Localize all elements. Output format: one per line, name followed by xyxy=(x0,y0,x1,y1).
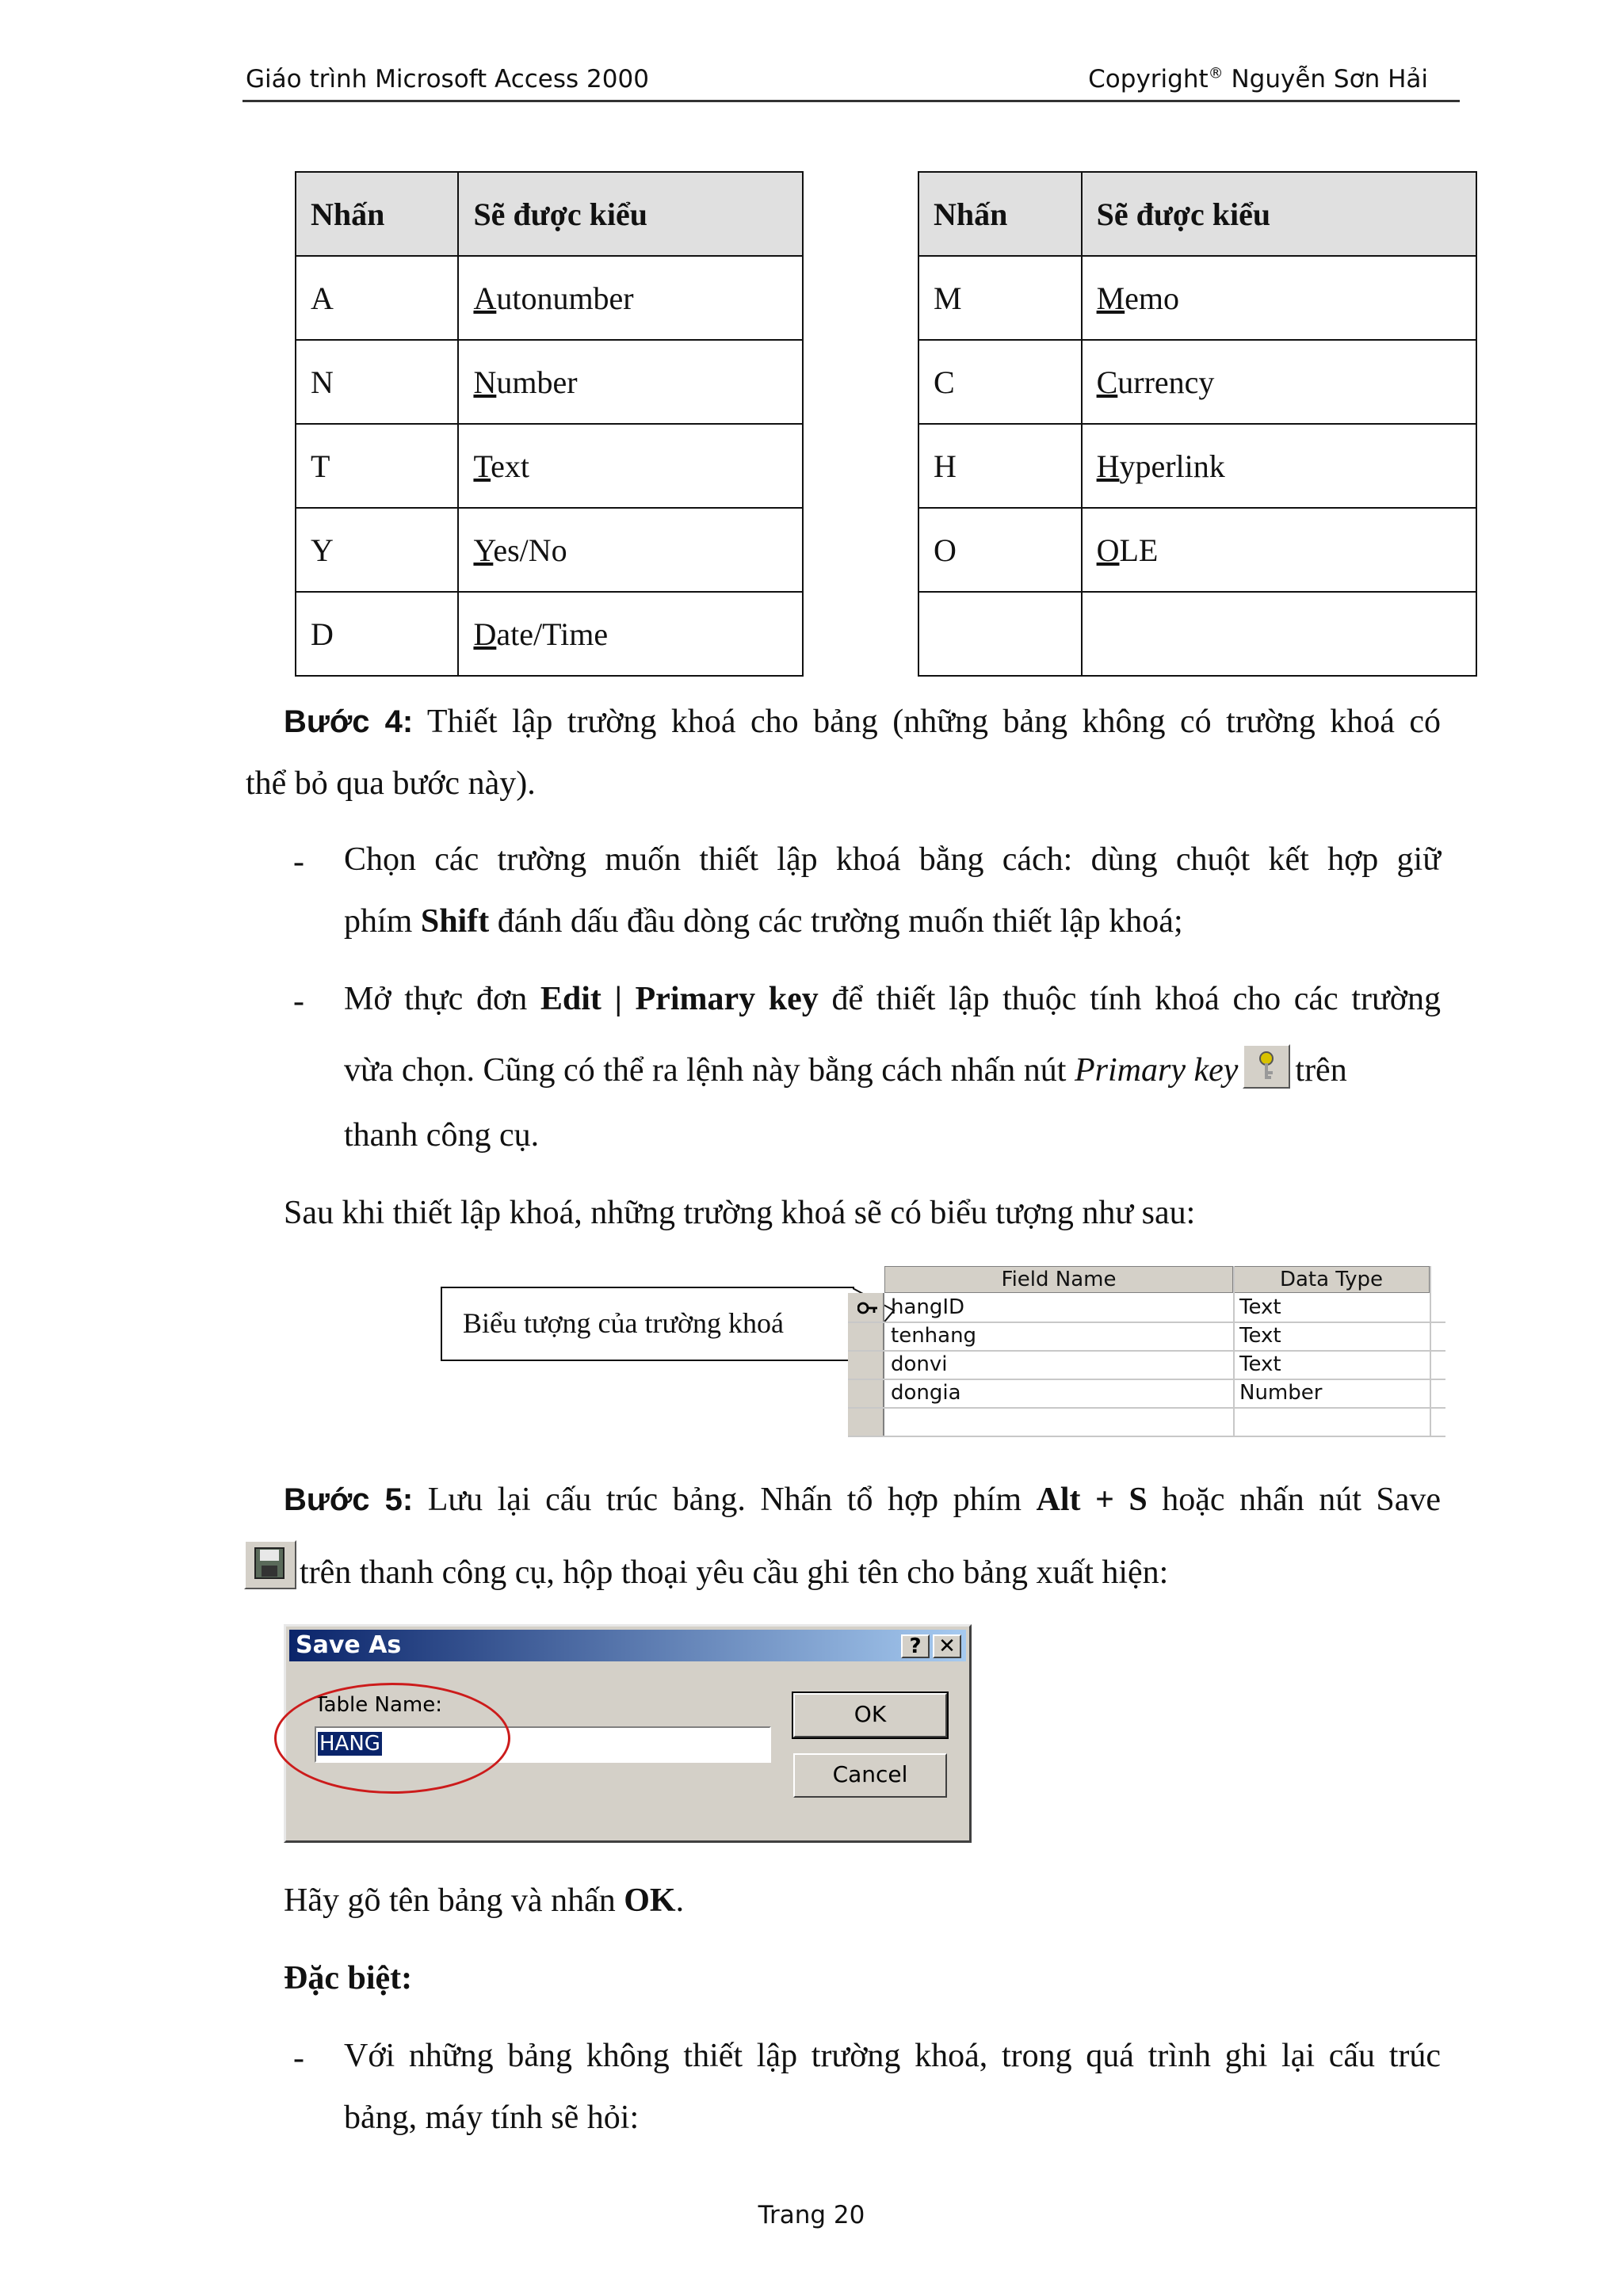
bullet-dash: - xyxy=(293,844,304,880)
column-header-type: Sẽ được kiểu xyxy=(1082,172,1476,256)
grid-line xyxy=(1430,1266,1431,1437)
header-rule xyxy=(242,100,1460,102)
type-cell xyxy=(458,592,803,676)
table-row xyxy=(296,592,803,676)
table-row xyxy=(296,424,803,508)
hotkey-letter: T xyxy=(473,448,491,484)
type-name-rest: yperlink xyxy=(1119,448,1225,484)
page-number: Trang 20 xyxy=(758,2201,865,2229)
key-cell: C xyxy=(918,340,1082,424)
table-design-grid xyxy=(848,1264,1445,1440)
data-type-cell: Text xyxy=(1239,1295,1281,1319)
primary-key-icon xyxy=(857,1298,878,1318)
hotkey-letter: M xyxy=(1096,280,1125,316)
key-cell xyxy=(918,592,1082,676)
type-cell xyxy=(458,508,803,592)
type-name-rest: emo xyxy=(1125,280,1180,316)
type-cell xyxy=(1082,592,1476,676)
shortcut-table-left xyxy=(295,171,804,677)
table-row xyxy=(918,508,1476,592)
dialog-title: Save As xyxy=(296,1631,402,1659)
type-name-rest: urrency xyxy=(1117,364,1215,400)
special-bullet-line1: Với những bảng không thiết lập trường khoá, trong quá trình ghi lại cấu trúc xyxy=(344,2038,1441,2074)
bullet2-line1 xyxy=(344,968,1441,1030)
primary-key-label: Primary key xyxy=(1074,1052,1239,1089)
type-cell xyxy=(1082,508,1476,592)
shortcut-table-right xyxy=(918,171,1477,677)
table-header-row xyxy=(918,172,1476,256)
key-cell: Y xyxy=(296,508,458,592)
table-header-row xyxy=(296,172,803,256)
save-button[interactable] xyxy=(244,1540,296,1589)
bullet1-line1: Chọn các trường muốn thiết lập khoá bằng cách: dùng chuột kết hợp giữ xyxy=(344,841,1441,878)
data-type-header: Data Type xyxy=(1233,1266,1430,1293)
table-row xyxy=(918,256,1476,340)
type-name-rest: es/No xyxy=(493,532,567,568)
key-cell: H xyxy=(918,424,1082,508)
type-cell xyxy=(458,340,803,424)
key-icon xyxy=(1255,1051,1277,1082)
table-row xyxy=(918,592,1476,676)
hotkey-letter: C xyxy=(1096,364,1118,400)
hotkey-letter: Y xyxy=(473,532,494,568)
key-cell: T xyxy=(296,424,458,508)
after-key-text: Sau khi thiết lập khoá, những trường khoá sẽ có biểu tượng như sau: xyxy=(284,1195,1196,1231)
hotkey-letter: N xyxy=(473,364,497,400)
text-run: để thiết lập thuộc tính khoá cho các trường xyxy=(818,981,1442,1017)
shortcut-alt-s: Alt + S xyxy=(1036,1482,1148,1518)
table-row xyxy=(296,340,803,424)
text-run: vừa chọn. Cũng có thể ra lệnh này bằng cách nhấn nút xyxy=(344,1052,1075,1089)
hotkey-letter: A xyxy=(473,280,497,316)
close-button[interactable]: ✕ xyxy=(933,1634,961,1658)
bullet-dash: - xyxy=(293,2040,304,2077)
bullet-dash: - xyxy=(293,983,304,1020)
type-name-rest: LE xyxy=(1119,532,1159,568)
column-header-key: Nhấn xyxy=(918,172,1082,256)
table-row xyxy=(918,340,1476,424)
column-header-type: Sẽ được kiểu xyxy=(458,172,803,256)
bullet1-line2 xyxy=(344,891,1441,952)
step5-line2: trên thanh công cụ, hộp thoại yêu cầu ghi tên cho bảng xuất hiện: xyxy=(300,1554,1169,1591)
data-type-cell: Text xyxy=(1239,1352,1281,1376)
highlight-ellipse xyxy=(274,1683,510,1794)
floppy-disk-icon xyxy=(246,1542,295,1588)
column-header-key: Nhấn xyxy=(296,172,458,256)
type-name-rest: umber xyxy=(496,364,578,400)
field-name-cell: tenhang xyxy=(891,1324,977,1348)
key-cell: D xyxy=(296,592,458,676)
special-heading: Đặc biệt: xyxy=(284,1960,413,1997)
help-button[interactable]: ? xyxy=(901,1634,930,1658)
field-name-cell: donvi xyxy=(891,1352,948,1376)
grid-line xyxy=(1233,1266,1235,1437)
grid-line xyxy=(848,1407,1445,1409)
menu-path: Edit | Primary key xyxy=(540,981,819,1017)
type-name-rest: ext xyxy=(491,448,529,484)
type-cell xyxy=(1082,424,1476,508)
text-run: . xyxy=(675,1882,685,1919)
type-cell xyxy=(1082,256,1476,340)
field-name-cell: dongia xyxy=(891,1381,961,1405)
registered-mark: ® xyxy=(1208,64,1224,82)
text-run: Mở thực đơn xyxy=(344,981,540,1017)
table-row xyxy=(296,508,803,592)
cancel-button[interactable]: Cancel xyxy=(793,1753,947,1798)
text-run: phím xyxy=(344,903,421,940)
table-row xyxy=(918,424,1476,508)
text-run: hoặc nhấn nút Save xyxy=(1147,1482,1442,1518)
header-title: Giáo trình Microsoft Access 2000 xyxy=(246,65,649,93)
step4-text: Thiết lập trường khoá cho bảng (những bảng không có trường khoá có xyxy=(413,704,1441,740)
hotkey-letter: D xyxy=(473,616,497,652)
hotkey-letter: H xyxy=(1096,448,1120,484)
type-name-instruction xyxy=(284,1870,1441,1932)
type-cell xyxy=(458,424,803,508)
grid-line xyxy=(848,1436,1445,1437)
field-name-header: Field Name xyxy=(884,1266,1233,1293)
step4-line2: thể bỏ qua bước này). xyxy=(246,765,536,802)
author-name: Nguyễn Sơn Hải xyxy=(1223,65,1428,93)
step5-label: Bước 5: xyxy=(284,1482,414,1517)
bullet2-line3: thanh công cụ. xyxy=(344,1117,540,1154)
special-bullet-line2: bảng, máy tính sẽ hỏi: xyxy=(344,2100,640,2136)
type-cell xyxy=(458,256,803,340)
field-name-cell: hangID xyxy=(891,1295,965,1319)
step4-label: Bước 4: xyxy=(284,704,414,739)
text-run: Lưu lại cấu trúc bảng. Nhấn tổ hợp phím xyxy=(413,1482,1037,1518)
text-run: Hãy gõ tên bảng và nhấn xyxy=(284,1882,624,1919)
key-cell: A xyxy=(296,256,458,340)
dialog-titlebar xyxy=(289,1630,966,1661)
type-name-rest: utonumber xyxy=(496,280,634,316)
type-name-rest: ate/Time xyxy=(496,616,609,652)
key-cell: O xyxy=(918,508,1082,592)
ok-button[interactable]: OK xyxy=(793,1693,947,1737)
copyright-label: Copyright xyxy=(1088,65,1209,93)
key-cell: N xyxy=(296,340,458,424)
callout-box: Biểu tượng của trường khoá xyxy=(441,1287,854,1361)
hotkey-letter: O xyxy=(1096,532,1120,568)
text-run: trên xyxy=(1295,1052,1347,1089)
header-copyright xyxy=(1088,65,1428,93)
step4-line1 xyxy=(284,691,1441,753)
key-cell: M xyxy=(918,256,1082,340)
table-name-label: Table Name: xyxy=(315,1693,442,1717)
data-type-cell: Text xyxy=(1239,1324,1281,1348)
ok-label: OK xyxy=(624,1882,676,1919)
bullet2-line2 xyxy=(344,1039,1453,1101)
table-row xyxy=(296,256,803,340)
data-type-cell: Number xyxy=(1239,1381,1323,1405)
primary-key-button[interactable] xyxy=(1243,1044,1290,1089)
type-cell xyxy=(1082,340,1476,424)
shift-key-label: Shift xyxy=(420,903,490,940)
table-name-value: HANG xyxy=(319,1732,380,1756)
step5-line1 xyxy=(284,1469,1441,1531)
text-run: đánh dấu đầu dòng các trường muốn thiết lập khoá; xyxy=(489,903,1183,940)
